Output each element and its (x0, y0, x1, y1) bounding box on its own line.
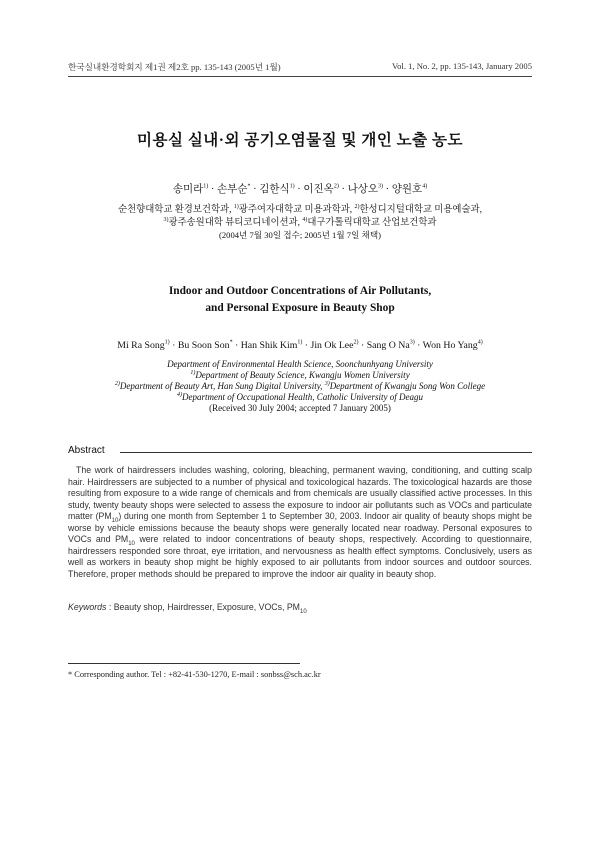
running-header-english: Vol. 1, No. 2, pp. 135-143, January 2005 (392, 61, 532, 71)
english-affiliation-1: Department of Environmental Health Science, Soonchunhyang University (167, 359, 433, 369)
abstract-rule (120, 452, 532, 453)
english-affiliation-3: $^{2)}$Department of Beauty Art, Han Sung Digital University, $^{3)}$Department of Kwangju Song Won College (114, 381, 486, 391)
english-affiliation-4: $^{4)}$Department of Occupational Health, Catholic University of Deagu (177, 392, 423, 402)
korean-affiliation-line-2: $^{3)}$광주송원대학 뷰티코디네이션과, $^{4)}$대구가톨릭대학교 산업보건학과 (163, 216, 437, 228)
author: Jin Ok Lee (310, 340, 354, 351)
english-title-line-2: and Personal Exposure in Beauty Shop (205, 302, 395, 314)
author: 손부순 (217, 184, 248, 195)
author: 양원호 (391, 184, 423, 195)
english-affiliation-2: $^{1)}$Department of Beauty Science, Kwangju Women University (190, 370, 410, 380)
author: 이진옥 (303, 184, 334, 195)
english-title-line-1: Indoor and Outdoor Concentrations of Air Pollutants, (168, 285, 432, 297)
korean-authors: 송미라$^{1)}$ · 손부순* · 김한식$^{1)}$ · 이진옥$^{2)}$ · 나상오$^{3)}$ · 양원호$^{4)}$ (172, 183, 428, 195)
author: Han Shik Kim (240, 340, 298, 351)
header-rule (68, 76, 532, 77)
abstract-heading: Abstract (68, 445, 105, 456)
keywords: Keywords : Beauty shop, Hairdresser, Exposure, VOCs, $PM_{10}$ (68, 602, 307, 615)
author: 송미라 (172, 184, 204, 195)
english-authors: Mi Ra Song$^{1)}$ · Bu Soon Son* · Han Shik Kim$^{1)}$ · Jin Ok Lee$^{2)}$ · Sang O $Na^{3)}$ · Won Ho Yang$^{4)}$ (117, 339, 483, 351)
author: Sang O Na (366, 340, 410, 351)
keywords-label: Keywords (68, 602, 107, 612)
english-received-date: (Received 30 July 2004; accepted 7 January 2005) (209, 403, 391, 413)
author: Won Ho Yang (422, 340, 478, 351)
author: Bu Soon Son (177, 340, 230, 351)
author: Mi Ra Song (117, 340, 165, 351)
running-header-korean: 한국실내환경학회지 제1권 제2호 pp. 135-143 (2005년 1월) (68, 62, 281, 72)
abstract-body: The work of hairdressers includes washing, coloring, bleaching, permanent waving, conditioning, and cutting scalp hair. Hairdressers are subjected to a number of physical and toxicological hazards. The toxicological hazards are those resulting from exposure to a wide range of chemicals and from chemicals are usually classified active processes. In this study, twenty beauty shops were selected to assess the exposure to indoor air pollutants such as VOCs and particulate matter $(PM_{10})$ during one month from September 1 to September 30, 2003. Indoor air quality of beauty shops might be worse by vehicle emissions because the beauty shops were generally located near roadway. Personal exposures to VOCs and $PM_{10}$ were related to indoor concentrations of beauty shops, respectively. According to questionnaire, hairdressers responded sore throat, eye irritation, and nervousness as health effect symptoms. Conclusively, users as well as workers in beauty shop might be highly exposed to air pollutants from indoor sources and outdoor sources. Therefore, proper methods should be prepared to improve the indoor air quality in beauty shop. (68, 465, 532, 579)
footnote-rule (68, 663, 300, 664)
author: 나상오 (347, 184, 378, 195)
korean-received-date: (2004년 7월 30일 접수; 2005년 1월 7일 채택) (218, 230, 382, 240)
author: 김한식 (259, 184, 290, 195)
korean-affiliation-line-1: 순천향대학교 환경보건학과, $^{1)}$광주여자대학교 미용과학과, $^{2)}$한성디지털대학교 미용예술과, (118, 203, 482, 215)
korean-title: 미용실 실내·외 공기오염물질 및 개인 노출 농도 (137, 132, 463, 149)
corresponding-author-footnote: * Corresponding author. Tel : +82-41-530-1270, E-mail : sonbss@sch.ac.kr (68, 670, 321, 679)
